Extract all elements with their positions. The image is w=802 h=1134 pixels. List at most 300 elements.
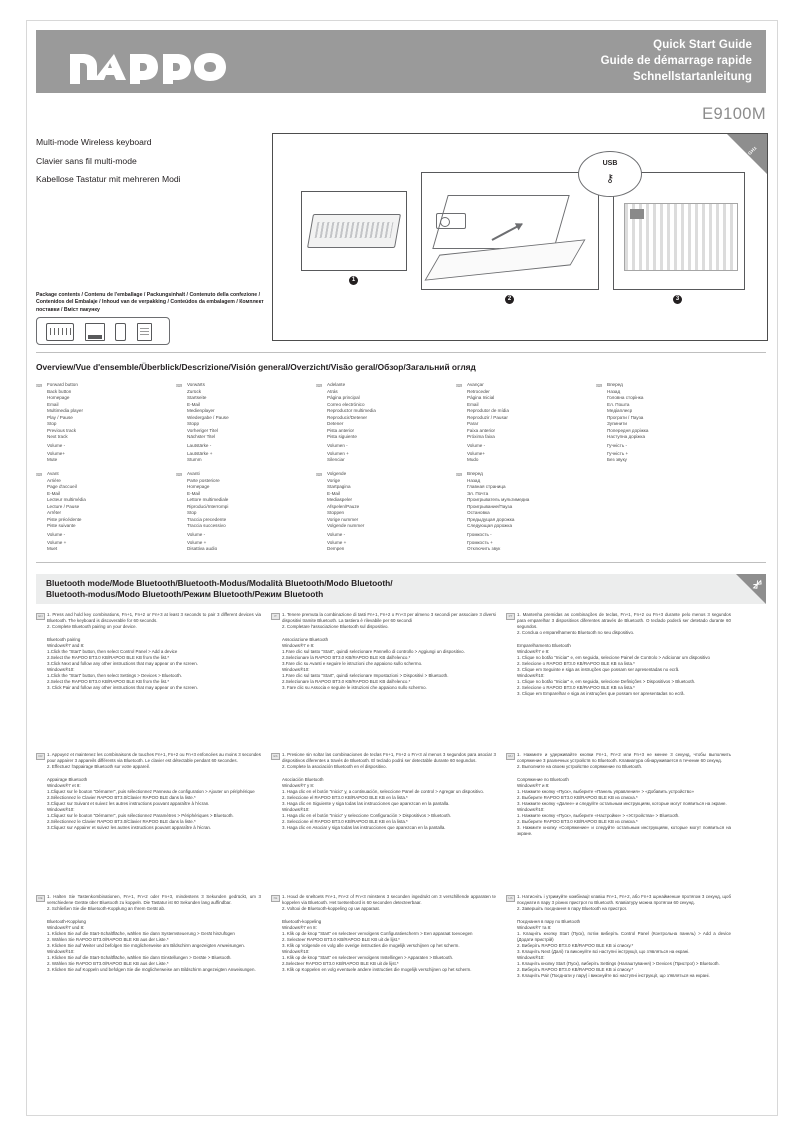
instruction-paragraph: 1. Halten Sie Tastenkombinationen, Fn+1, Fn+2 oder Fn+3, mindestens 3 Sekunden gedrückt, um 3 verschiedene Geräte über Bluetooth zu koppeln. Die Tastatur ist 60 Sekunden lang auffindbar. bbox=[47, 894, 261, 905]
overview-function-item: Назад bbox=[467, 477, 481, 483]
instruction-paragraph: 1.Cliquez sur le bouton "Démarrer", puis sélectionnez Paramètres > Périphériques > Bluetooth. bbox=[47, 812, 234, 818]
overview-function-item: Parte posteriore bbox=[187, 477, 220, 483]
instruction-paragraph: 1. Tenere premuta la combinazione di tasti Fn+1, Fn+2 o Fn+3 per almeno 3 secondi per associare 3 diversi dispositivi tramite Bluetooth. La tastiera è rilevabile per 60 secondi bbox=[282, 612, 496, 623]
overview-function-item: Homepage bbox=[47, 395, 70, 401]
overview-function-item: Page d'accueil bbox=[47, 484, 77, 490]
instruction-paragraph: 3. Klicken Sie auf Weiter und befolgen Sie möglicherweise am Bildschirm angezeigten Anweisungen. bbox=[47, 942, 245, 948]
header-band bbox=[36, 30, 766, 93]
instruction-paragraph: 2. Selecione o RAPOO BT3.0 KB/RAPOO BLE KB na lista.* bbox=[517, 684, 635, 690]
instruction-paragraph: 1. Нажмите кнопку «Пуск», выберите «Панель управления» > «Добавить устройство» bbox=[517, 788, 694, 794]
instruction-paragraph: 3. Klicken Sie auf Koppeln und befolgen Sie die möglicherweise am Bildschirm angezeigten Anweisungen. bbox=[47, 966, 256, 972]
product-desc-fr: Clavier sans fil multi-mode bbox=[36, 155, 137, 166]
instruction-paragraph: Windows®10: bbox=[517, 806, 545, 812]
instruction-paragraph: 1.Click the “Start” button, then select Control Panel > Add a device bbox=[47, 648, 178, 654]
instruction-paragraph: 1. Press and hold key combinations, Fn+1, Fn+2 or Fn+3 at least 3 seconds to pair 3 different devices via Bluetooth. The keyboard is discoverable for 60 seconds. bbox=[47, 612, 261, 623]
usb-dongle-icon bbox=[436, 213, 466, 229]
overview-function-item: Lautstärke - bbox=[187, 442, 212, 448]
instruction-paragraph: 2. Seleccione el RAPOO BT3.0 KB/RAPOO BLE KB en la lista.* bbox=[282, 794, 408, 800]
overview-function-item: Volumen - bbox=[327, 442, 348, 448]
product-desc-en: Multi-mode Wireless keyboard bbox=[36, 137, 152, 147]
instruction-paragraph: Windows®7 and 8: bbox=[47, 642, 85, 648]
overview-function-item: Volume + bbox=[187, 539, 207, 545]
bluetooth-instructions-UA bbox=[506, 894, 731, 979]
overview-function-item: Muet bbox=[47, 546, 58, 552]
instruction-paragraph: 3. Haga clic en Asociar y siga todas las instrucciones que aparezcan en la pantalla. bbox=[282, 824, 446, 830]
overview-function-item: Silenciar bbox=[327, 457, 345, 463]
overview-function-item: Atrás bbox=[327, 388, 338, 394]
overview-function-item: Lettore multimediale bbox=[187, 497, 229, 503]
language-flag-icon: RU bbox=[506, 753, 515, 760]
key-combo-icon: ⌨ bbox=[176, 382, 183, 388]
overview-function-item: Multimedia player bbox=[47, 408, 83, 414]
overview-function-list bbox=[327, 382, 456, 464]
overview-function-item: Arrêter bbox=[47, 510, 62, 516]
overview-function-item: Homepage bbox=[187, 484, 210, 490]
step-number-2: 2 bbox=[505, 295, 514, 304]
overview-function-item: Traccia successivo bbox=[187, 523, 226, 529]
overview-function-list bbox=[467, 382, 596, 464]
bluetooth-instructions-NL bbox=[271, 894, 496, 973]
overview-function-item: Avançar bbox=[467, 382, 484, 387]
overview-function-item: Без звуку bbox=[607, 457, 627, 463]
overview-function-item: Mediaspeler bbox=[327, 497, 353, 503]
overview-function-item: Зупинити bbox=[607, 421, 627, 427]
overview-function-item: Vorheriger Titel bbox=[187, 427, 218, 433]
overview-function-item: Previous track bbox=[47, 427, 77, 433]
instruction-paragraph: 2.Select the RAPOO BT3.0 KB/RAPOO BLE KB from the list.* bbox=[47, 678, 170, 684]
overview-function-item: Volume - bbox=[47, 531, 66, 537]
overview-function-item: Главная страница bbox=[467, 484, 506, 490]
instruction-paragraph: 3.Click Next and follow any other instructions that may appear on the screen. bbox=[47, 660, 198, 666]
instruction-paragraph: 3. Click Pair and follow any other instructions that may appear on the screen. bbox=[47, 684, 198, 690]
overview-function-item: Volume + bbox=[47, 539, 67, 545]
overview-function-item: Startpagina bbox=[327, 484, 351, 490]
overview-function-item: Mudo bbox=[467, 457, 479, 463]
key-combo-icon: ⌨ bbox=[36, 471, 43, 477]
instruction-paragraph: 2. Completare l'associazione Bluetooth sul dispositivo. bbox=[282, 624, 389, 629]
instruction-paragraph: 3. Клацніть Pair (Поєднати у пару) і виконуйте всі наступні інструкції, що з'являться на екрані. bbox=[517, 972, 710, 978]
overview-function-item: Adelante bbox=[327, 382, 346, 387]
bluetooth-instructions-DE bbox=[36, 894, 261, 973]
overview-function-item: Предыдущая дорожка bbox=[467, 516, 515, 522]
language-flag-icon: DE bbox=[36, 895, 45, 902]
instruction-body bbox=[282, 894, 496, 973]
overview-function-item: Stumm bbox=[187, 457, 202, 463]
overview-function-item: Попередня доріжка bbox=[607, 427, 649, 433]
instruction-paragraph: Windows®10: bbox=[47, 666, 75, 672]
ghz-badge-label: 2.4 GHz bbox=[740, 145, 758, 163]
overview-function-list bbox=[607, 382, 736, 464]
overview-function-item: Vorige bbox=[327, 477, 341, 483]
instruction-paragraph: Asociación Bluetooth bbox=[282, 776, 324, 782]
instruction-paragraph: 2. Завершіть поєднання в пару Bluetooth на пристрої. bbox=[517, 906, 628, 911]
instruction-paragraph: Windows®7 и 8: bbox=[517, 782, 550, 788]
overview-function-item: Next track bbox=[47, 434, 68, 440]
overview-function-item: Zurück bbox=[187, 388, 202, 394]
divider-overview-top bbox=[36, 352, 766, 353]
overview-function-item: Arrière bbox=[47, 477, 61, 483]
instruction-paragraph: 3. Haga clic en Siguiente y siga todas las instrucciones que aparezcan en la pantalla. bbox=[282, 800, 450, 806]
overview-function-item: Volume + bbox=[327, 539, 347, 545]
usb-dongle-icon bbox=[85, 323, 105, 341]
instruction-paragraph: Windows®7 e 8: bbox=[517, 648, 550, 654]
instruction-body bbox=[47, 894, 261, 973]
instruction-paragraph: 2. Voltooi de Bluetooth-koppeling op uw apparaat. bbox=[282, 906, 380, 911]
instruction-paragraph: 2. Conclua o emparelhamento Bluetooth no seu dispositivo. bbox=[517, 630, 635, 635]
instruction-body bbox=[517, 894, 731, 979]
rapoo-logo bbox=[64, 40, 244, 84]
overview-function-item: Громкость - bbox=[467, 531, 492, 537]
instruction-paragraph: 2. Complete Bluetooth pairing on your device. bbox=[47, 624, 137, 629]
instruction-paragraph: Поєднання в пару по Bluetooth bbox=[517, 918, 581, 924]
instruction-paragraph: Windows®7 und 8: bbox=[47, 924, 85, 930]
step-3-panel bbox=[602, 160, 745, 290]
overview-function-item: Vorige nummer bbox=[327, 516, 359, 522]
instruction-paragraph: 1. Mantenha premidas as combinações de teclas, Fn+1, Fn+2 ou Fn+3 durante pelo menos 3 segundos para emparelhar 3 dispositivos diferentes através de Bluetooth. O teclado poderá ser detetado durante 60 segundos. bbox=[517, 612, 731, 629]
overview-function-list bbox=[467, 471, 596, 553]
usb-symbol-icon: ⚷ bbox=[605, 173, 615, 185]
battery-icon bbox=[115, 323, 126, 341]
overview-function-item: Nächster Titel bbox=[187, 434, 216, 440]
bluetooth-instructions-grid bbox=[36, 612, 766, 1112]
overview-function-item: Piste suivante bbox=[47, 523, 76, 529]
overview-function-item: Retroceder bbox=[467, 388, 490, 394]
instruction-paragraph: 1. Klik op de knop "Start" en selecteer vervolgens Instellingen > Apparaten > Bluetooth. bbox=[282, 954, 454, 960]
overview-function-item: Эл. Почта bbox=[467, 490, 489, 496]
instruction-paragraph: 2.Selezionare la RAPOO BT3.0 KB/RAPOO BLE KB dall'elenco.* bbox=[282, 678, 411, 684]
overview-function-item: Volume+ bbox=[47, 450, 66, 456]
instruction-paragraph: 1.Click the “Start” button, then select Settings > Devices > Bluetooth. bbox=[47, 672, 182, 678]
instruction-paragraph: 2. Seleccione el RAPOO BT3.0 KB/RAPOO BLE KB en la lista.* bbox=[282, 818, 408, 824]
overview-function-item: E-Mail bbox=[47, 490, 61, 496]
instruction-paragraph: 1.Fare clic sul tasto "Start", quindi selezionare Pannello di controllo > Aggiungi un dispositivo. bbox=[282, 648, 465, 654]
overview-function-item: Volume - bbox=[467, 442, 486, 448]
overview-function-item: Back button bbox=[47, 388, 72, 394]
overview-function-item: Wiedergabe / Pause bbox=[187, 414, 229, 420]
overview-function-item: Correo electrónico bbox=[327, 401, 365, 407]
key-combo-icon: ⌨ bbox=[316, 471, 323, 477]
instruction-paragraph: 3.Cliquez sur Suivant et suivez les autres instructions pouvant apparaître à l'écran. bbox=[47, 800, 210, 806]
overview-function-item: Volume - bbox=[327, 531, 346, 537]
instruction-paragraph: 3. Клацніть Next (Далі) та виконуйте всі наступні інструкції, що з'являться на екрані. bbox=[517, 948, 690, 954]
overview-column-it bbox=[176, 471, 316, 553]
key-combo-icon: ⌨ bbox=[316, 382, 323, 388]
key-highlight bbox=[630, 209, 644, 219]
language-flag-icon: UA bbox=[506, 895, 515, 902]
overview-function-item: Piste précédente bbox=[47, 516, 82, 522]
overview-function-item: Detener bbox=[327, 421, 344, 427]
overview-function-list bbox=[327, 471, 456, 553]
instruction-paragraph: 2. Wählen Sie RAPOO BT3.0/RAPOO BLE KB aus der Liste.* bbox=[47, 960, 169, 966]
bluetooth-instructions-FR bbox=[36, 752, 261, 831]
overview-function-item: Lecteur multimédia bbox=[47, 497, 86, 503]
overview-function-item: Вперед bbox=[467, 471, 483, 476]
usb-callout-bubble bbox=[578, 151, 642, 197]
instruction-paragraph: 1. Appuyez et maintenez les combinaisons de touches Fn+1, Fn+2 ou Fn+3 enfoncées au moins 3 secondes pour appairer 3 appareils différents via Bluetooth. Le clavier est détectable pendant 60 secondes. bbox=[47, 752, 261, 763]
instruction-body bbox=[282, 752, 496, 831]
overview-function-item: Volgende bbox=[327, 471, 347, 476]
overview-function-list bbox=[187, 382, 316, 464]
overview-function-item: Stoppen bbox=[327, 510, 345, 516]
overview-function-item: Pista siguiente bbox=[327, 434, 357, 440]
instruction-paragraph: 1. Clique no botão "Iniciar" e, em seguida, selecione Definições > Dispositivos > Bluetooth. bbox=[517, 678, 696, 684]
key-combo-icon: ⌨ bbox=[36, 382, 43, 388]
overview-title: Overview/Vue d'ensemble/Überblick/Descrizione/Visión general/Overzicht/Visão geral/Обзор/Загальний огляд bbox=[36, 362, 476, 372]
overview-column-nl bbox=[316, 471, 456, 553]
overview-function-item: Próxima faixa bbox=[467, 434, 495, 440]
instruction-paragraph: 3. Нажмите кнопку «Далее» и следуйте остальным инструкциям, которые могут появиться на экране. bbox=[517, 800, 727, 806]
laptop-icon bbox=[432, 195, 582, 275]
overview-function-item: E-Mail bbox=[187, 401, 201, 407]
instruction-paragraph: 2. Complete la asociación Bluetooth en el dispositivo. bbox=[282, 764, 387, 769]
instruction-paragraph: 1.Fare clic sul tasto "Start", quindi selezionare Impostazioni > Dispositivi > Bluetooth. bbox=[282, 672, 449, 678]
step-2-panel bbox=[421, 172, 599, 290]
instruction-paragraph: 3. Clique em Seguinte e siga as instruções que possam ser apresentadas no ecrã. bbox=[517, 666, 680, 672]
overview-function-item: Остановка bbox=[467, 510, 490, 516]
overview-function-item: Faixa anterior bbox=[467, 427, 496, 433]
overview-function-item: Stop bbox=[187, 510, 197, 516]
instruction-paragraph: 2. Виберіть RAPOO BT3.0 KB/RAPOO BLE KB зі списку.* bbox=[517, 966, 634, 972]
bluetooth-title-line-2: Bluetooth-modus/Modo Bluetooth/Режим Bluetooth/Режим Bluetooth bbox=[46, 589, 324, 600]
language-flag-icon: FR bbox=[36, 753, 45, 760]
key-combo-icon: ⌨ bbox=[596, 382, 603, 388]
instruction-paragraph: 2. Selecteer RAPOO BT3.0 KB/RAPOO BLE KB uit de lijst.* bbox=[282, 936, 400, 942]
bluetooth-instructions-PT bbox=[506, 612, 731, 697]
overview-column-pt bbox=[456, 382, 596, 464]
overview-column-de bbox=[176, 382, 316, 464]
overview-function-item: Play / Pause bbox=[47, 414, 73, 420]
instruction-paragraph: Emparelhamento Bluetooth bbox=[517, 642, 571, 648]
overview-function-item: Volume - bbox=[47, 442, 66, 448]
instruction-paragraph: 3. Нажмите кнопку «Сопряжение» и следуйте остальным инструкциям, которые могут появиться на экране. bbox=[517, 824, 731, 836]
package-contents-box bbox=[36, 317, 170, 345]
overview-function-item: Avanti bbox=[187, 471, 200, 476]
instruction-paragraph: 2. Выберите RAPOO BT3.0 KB/RAPOO BLE KB из списка.* bbox=[517, 818, 638, 824]
hero-illustration bbox=[272, 133, 768, 341]
instruction-paragraph: 1. Haga clic en el botón "Inicio" y, a continuación, seleccione Panel de control > Agregar un dispositivo. bbox=[282, 788, 485, 794]
overview-function-item: Отключить звук bbox=[467, 546, 501, 552]
bluetooth-title-line-1: Bluetooth mode/Mode Bluetooth/Bluetooth-Modus/Modalità Bluetooth/Modo Bluetooth/ bbox=[46, 578, 393, 588]
keyboard-icon bbox=[310, 214, 398, 248]
overview-function-item: Dempen bbox=[327, 546, 345, 552]
product-desc-de: Kabellose Tastatur mit mehreren Modi bbox=[36, 174, 181, 184]
overview-function-item: Riproduci/Interrompi bbox=[187, 503, 229, 509]
overview-function-item: Ел. Пошта bbox=[607, 401, 630, 407]
overview-function-item: Програти / Пауза bbox=[607, 414, 644, 420]
instruction-paragraph: 1. Clique no botão "Iniciar" e, em seguida, selecione Painel de Controlo > Adicionar um dispositivo bbox=[517, 654, 710, 660]
header-title-en: Quick Start Guide bbox=[653, 39, 752, 51]
instruction-paragraph: Associazione Bluetooth bbox=[282, 636, 329, 642]
package-contents-title: Package contents / Contenu de l'emballage / Packungsinhalt / Contenuto della confezione / Contenidos del Embalaje / Inhoud van de verpakking / Conteúdos da embalagem / Комплект поставки / Вміст пакунку bbox=[36, 292, 264, 313]
overview-function-item: Reproductor multimedia bbox=[327, 408, 376, 414]
instruction-paragraph: Windows®10: bbox=[282, 948, 310, 954]
overview-function-item: Vorwärts bbox=[187, 382, 205, 387]
instruction-paragraph: Windows®7 en 8: bbox=[282, 924, 317, 930]
overview-function-item: E-Mail bbox=[327, 490, 341, 496]
instruction-paragraph: 1. Presione sin soltar las combinaciones de teclas Fn+1, Fn+2 o Fn+3 al menos 3 segundos para asociar 3 dispositivos diferentes a través de Bluetooth. El teclado podrá ser detectable durante 60 segundos. bbox=[282, 752, 496, 763]
instruction-paragraph: Windows®10: bbox=[517, 954, 545, 960]
instruction-paragraph: 3. Klik op Volgende en volg alle overige instructies die mogelijk verschijnen op het scherm. bbox=[282, 942, 460, 948]
instruction-paragraph: Appairage Bluetooth bbox=[47, 776, 88, 782]
instruction-paragraph: 2. Виберіть RAPOO BT3.0 KB/RAPOO BLE KB зі списку.* bbox=[517, 942, 634, 948]
overview-function-item: Disattiva audio bbox=[187, 546, 218, 552]
overview-function-item: Reproduzir / Pausar bbox=[467, 414, 508, 420]
overview-function-item: Наступна доріжка bbox=[607, 434, 646, 440]
overview-column-uk bbox=[596, 382, 736, 464]
instruction-paragraph: 1. Houd de sneltoets Fn+1, Fn+2 of Fn+3 minstens 3 seconden ingedrukt om 3 verschillende apparaten te koppelen via Bluetooth. Het toetsenbord is 60 seconden detecteerbaar. bbox=[282, 894, 496, 905]
overview-function-item: Назад bbox=[607, 388, 621, 394]
instruction-paragraph: 1.Cliquez sur le bouton "Démarrer", puis sélectionnez Panneau de configuration > Ajouter un périphérique bbox=[47, 788, 255, 794]
overview-function-item: Stopp bbox=[187, 421, 200, 427]
overview-function-item: Громкость + bbox=[467, 539, 493, 545]
overview-function-item: E-Mail bbox=[187, 490, 201, 496]
header-title-fr: Guide de démarrage rapide bbox=[600, 55, 752, 68]
overview-function-item: Parar bbox=[467, 421, 479, 427]
instruction-paragraph: 1. Натисніть і утримуйте комбінації клавіш Fn+1, Fn+2, або Fn+3 щонайменше протягом 3 секунд, щоб поєднати в пару 3 різних пристрої по Bluetooth. Клавіатуру можна протягом 60 секунд. bbox=[517, 894, 731, 905]
instruction-paragraph: 3. Clique em Emparelhar e siga as instruções que possam ser apresentadas no ecrã. bbox=[517, 690, 685, 696]
overview-function-item: Afspelen/Pauze bbox=[327, 503, 360, 509]
overview-function-item: Вперед bbox=[607, 382, 623, 387]
instruction-paragraph: 1. Klicken Sie auf die Start-Schaltfläche, wählen Sie dann Systemsteuerung > Gerät hinzufügen bbox=[47, 930, 235, 936]
language-flag-icon: PT bbox=[506, 613, 515, 620]
instruction-paragraph: 2.Selezionare la RAPOO BT3.0 KB/RAPOO BLE KB dall'elenco.* bbox=[282, 654, 411, 660]
key-combo-icon: ⌨ bbox=[456, 382, 463, 388]
instruction-paragraph: 1. Нажмите и удерживайте кнопки Fn+1, Fn+2 или Fn+3 не менее 3 секунд, чтобы выполнить сопряжение 3 различных устройств по Bluetooth. Клавиатура обнаруживается в течение 60 секунд. bbox=[517, 752, 731, 763]
overview-function-item: Volgende nummer bbox=[327, 523, 365, 529]
overview-function-item: Volume - bbox=[187, 531, 206, 537]
language-flag-icon: NL bbox=[271, 895, 280, 902]
instruction-paragraph: Windows®10: bbox=[517, 672, 545, 678]
language-flag-icon: IT bbox=[271, 613, 280, 620]
key-combo-icon: ⌨ bbox=[176, 471, 183, 477]
overview-function-item: Головна сторінка bbox=[607, 395, 644, 401]
instruction-paragraph: 2. Effectuez l'appairage Bluetooth sur votre appareil. bbox=[47, 764, 150, 769]
language-flag-icon: EN bbox=[36, 613, 45, 620]
instruction-paragraph: 2. Выберите RAPOO BT3.0 KB/RAPOO BLE KB из списка.* bbox=[517, 794, 638, 800]
instruction-paragraph: Windows®10: bbox=[47, 806, 75, 812]
overview-function-item: Forward button bbox=[47, 382, 78, 387]
step-1-panel bbox=[301, 191, 407, 271]
instruction-paragraph: Bluetooth-Kopplung bbox=[47, 918, 86, 924]
instruction-paragraph: Windows®7 et 8: bbox=[47, 782, 81, 788]
overview-column-en bbox=[36, 382, 176, 464]
instruction-paragraph: 2.Sélectionnez le Clavier RAPOO BT3.0/Clavier RAPOO BLE dans la liste.* bbox=[47, 818, 196, 824]
overview-function-item: Volume+ bbox=[467, 450, 486, 456]
overview-function-item: Página Inicial bbox=[467, 395, 495, 401]
instruction-paragraph: Windows®7 та 8: bbox=[517, 924, 552, 930]
overview-function-item: Следующая дорожка bbox=[467, 523, 513, 529]
overview-function-item: Email bbox=[47, 401, 59, 407]
bluetooth-instructions-RU bbox=[506, 752, 731, 837]
instruction-paragraph: 1. Нажмите кнопку «Пуск», выберите «Настройки» > «Устройства» > Bluetooth. bbox=[517, 812, 680, 818]
instruction-paragraph: 3.Cliquez sur Appairer et suivez les autres instructions pouvant apparaître à l'écran. bbox=[47, 824, 212, 830]
instruction-paragraph: Сопряжение по Bluetooth bbox=[517, 776, 569, 782]
overview-function-item: Mute bbox=[47, 457, 58, 463]
overview-column-fr bbox=[36, 471, 176, 553]
instruction-body bbox=[47, 752, 261, 831]
instruction-paragraph: 3. Klik op Koppelen en volg eventuele andere instructies die mogelijk verschijnen op het scherm. bbox=[282, 966, 472, 972]
instruction-paragraph: 2. Wählen Sie RAPOO BT3.0/RAPOO BLE KB aus der Liste.* bbox=[47, 936, 169, 942]
overview-function-list bbox=[47, 471, 176, 553]
instruction-paragraph: 1. Клацніть кнопку Start (Пуск), виберіть Settings (Налаштування) > Devices (Пристрої) > Bluetooth. bbox=[517, 960, 720, 966]
instruction-paragraph: Windows®10: bbox=[47, 948, 75, 954]
instruction-paragraph: 1. Klik op de knop "Start" en selecteer vervolgens Configuratiescherm > Een apparaat toevoegen bbox=[282, 930, 473, 936]
overview-function-item: Гучність - bbox=[607, 442, 628, 448]
overview-column-es bbox=[316, 382, 456, 464]
instruction-paragraph: 1. Клацніть кнопку Start (Пуск), потім виберіть Control Panel (Контрольна панель) > Add a device (Додати пристрій) bbox=[517, 930, 731, 942]
overview-function-item: Startseite bbox=[187, 395, 207, 401]
instruction-paragraph: Windows®7 e 8: bbox=[282, 642, 315, 648]
instruction-paragraph: Bluetooth-koppeling bbox=[282, 918, 322, 924]
bluetooth-instructions-ES bbox=[271, 752, 496, 831]
overview-function-item: Página principal bbox=[327, 395, 360, 401]
overview-function-list bbox=[47, 382, 176, 464]
product-description bbox=[36, 133, 256, 189]
header-title-de: Schnellstartanleitung bbox=[632, 71, 752, 84]
overview-function-item: Volumen + bbox=[327, 450, 349, 456]
overview-function-item: Проигрывание/Пауза bbox=[467, 503, 513, 509]
instruction-paragraph: Bluetooth pairing bbox=[47, 636, 81, 642]
overview-function-item: Reprodutor de mídia bbox=[467, 408, 509, 414]
overview-function-item: Проигрыватель мультимедиа bbox=[467, 497, 530, 503]
overview-function-item: Reproducir/Detener bbox=[327, 414, 368, 420]
step-number-1: 1 bbox=[349, 276, 358, 285]
instruction-body bbox=[47, 612, 261, 691]
overview-function-item: Avant bbox=[47, 471, 59, 476]
model-number: E9100M bbox=[702, 105, 766, 123]
overview-function-list bbox=[187, 471, 316, 553]
instruction-paragraph: Windows®10: bbox=[282, 806, 310, 812]
instruction-paragraph: 2.Sélectionnez le Clavier RAPOO BT3.0/Clavier RAPOO BLE dans la liste.* bbox=[47, 794, 196, 800]
keyboard-icon bbox=[46, 323, 74, 341]
overview-function-item: Pista anterior bbox=[327, 427, 355, 433]
divider-bluetooth-top bbox=[36, 562, 766, 563]
instruction-paragraph: Windows®10: bbox=[282, 666, 310, 672]
instruction-paragraph: 2. Selecione o RAPOO BT3.0 KB/RAPOO BLE KB na lista.* bbox=[517, 660, 635, 666]
overview-function-item: Гучність + bbox=[607, 450, 629, 456]
overview-function-item: Lecture / Pause bbox=[47, 503, 80, 509]
overview-column-ru bbox=[456, 471, 596, 553]
header-titles bbox=[601, 37, 752, 86]
instruction-body bbox=[517, 612, 731, 697]
bluetooth-instructions-EN bbox=[36, 612, 261, 691]
language-flag-icon: ES bbox=[271, 753, 280, 760]
instruction-paragraph: 3.Fare clic su Avanti e seguire le istruzioni che appaiono sullo schermo. bbox=[282, 660, 423, 666]
overview-function-item: Email bbox=[467, 401, 479, 407]
instruction-body bbox=[517, 752, 731, 837]
manual-icon bbox=[137, 323, 152, 341]
bluetooth-instructions-IT bbox=[271, 612, 496, 691]
instruction-paragraph: 2.Select the RAPOO BT3.0 KB/RAPOO BLE KB from the list.* bbox=[47, 654, 170, 660]
key-combo-icon: ⌨ bbox=[456, 471, 463, 477]
instruction-paragraph: 2. Schließen Sie die Bluetooth-Kopplung an Ihrem Gerät ab. bbox=[47, 906, 166, 911]
step-number-3: 3 bbox=[673, 295, 682, 304]
usb-label: USB bbox=[602, 160, 618, 167]
overview-function-item: Lautstärke + bbox=[187, 450, 213, 456]
instruction-paragraph: 3. Fare clic su Associa e seguire le istruzioni che appaiono sullo schermo. bbox=[282, 684, 427, 690]
overview-function-item: Stop bbox=[47, 421, 57, 427]
instruction-paragraph: 2. Выполните на своем устройстве сопряжение по Bluetooth. bbox=[517, 764, 643, 769]
overview-function-item: Medienplayer bbox=[187, 408, 215, 414]
instruction-paragraph: 1. Klicken Sie auf die Start-Schaltfläche, wählen Sie dann Einstellungen > Geräte > Bluetooth. bbox=[47, 954, 232, 960]
overview-function-item: Traccia precedente bbox=[187, 516, 227, 522]
overview-function-item: Медіаплеєр bbox=[607, 408, 633, 414]
instruction-paragraph: Windows®7 y 8: bbox=[282, 782, 315, 788]
instruction-paragraph: 1. Haga clic en el botón "Inicio" y seleccione Configuración > Dispositivos > Bluetooth. bbox=[282, 812, 452, 818]
bluetooth-section-title bbox=[46, 578, 646, 601]
instruction-body bbox=[282, 612, 496, 691]
instruction-paragraph: 2.Selecteer RAPOO BT3.0 KB/RAPOO BLE KB uit de lijst.* bbox=[282, 960, 399, 966]
